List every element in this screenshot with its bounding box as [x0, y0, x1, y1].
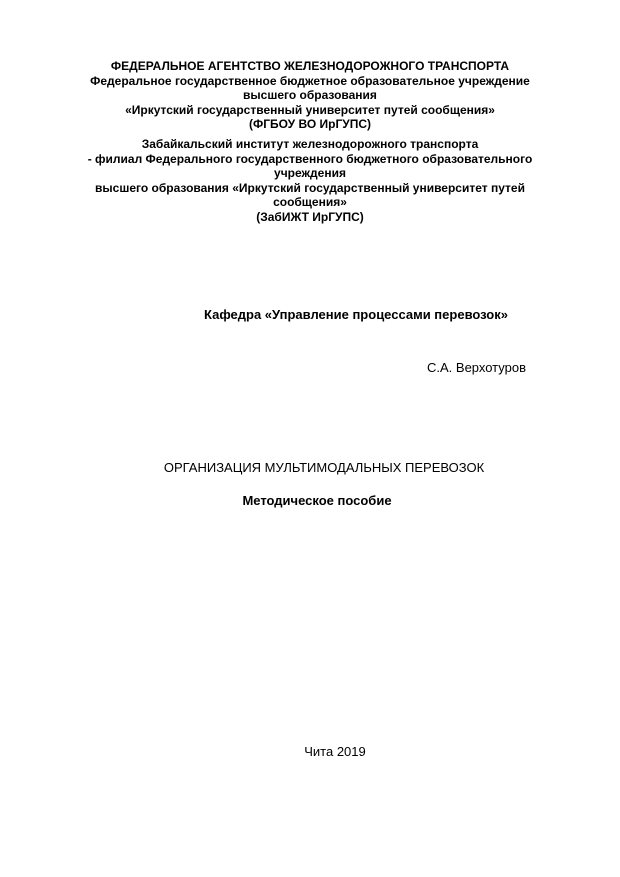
institute-line-branch: - филиал Федерального государственного бюджетного образовательного: [87, 151, 533, 166]
department-name: Кафедра «Управление процессами перевозок»: [204, 307, 508, 322]
institute-line-abbr: (ЗабИЖТ ИрГУПС): [256, 209, 364, 224]
document-title: ОРГАНИЗАЦИЯ МУЛЬТИМОДАЛЬНЫХ ПЕРЕВОЗОК: [163, 460, 485, 475]
author-name: С.А. Верхотуров: [427, 360, 526, 375]
institute-line-education: высшего образования «Иркутский государственный университет путей: [95, 180, 525, 195]
header-line-agency: ФЕДЕРАЛЬНОЕ АГЕНТСТВО ЖЕЛЕЗНОДОРОЖНОГО ТРАНСПОРТА: [110, 59, 510, 73]
institute-line-name: Забайкальский институт железнодорожного транспорта: [141, 137, 479, 151]
header-line-university-name: «Иркутский государственный университет путей сообщения»: [125, 102, 495, 117]
institute-line-institution: учреждения: [274, 166, 346, 180]
institute-line-communications: сообщения»: [273, 195, 347, 209]
city-year: Чита 2019: [304, 744, 366, 759]
header-line-institution-type: Федеральное государственное бюджетное образовательное учреждение: [90, 73, 530, 88]
ministry-header: [0, 59, 620, 132]
institute-header: [0, 137, 620, 224]
document-subtitle: Методическое пособие: [242, 493, 392, 508]
header-line-education-level: высшего образования: [243, 88, 377, 102]
header-line-university-abbr: (ФГБОУ ВО ИрГУПС): [248, 117, 372, 131]
